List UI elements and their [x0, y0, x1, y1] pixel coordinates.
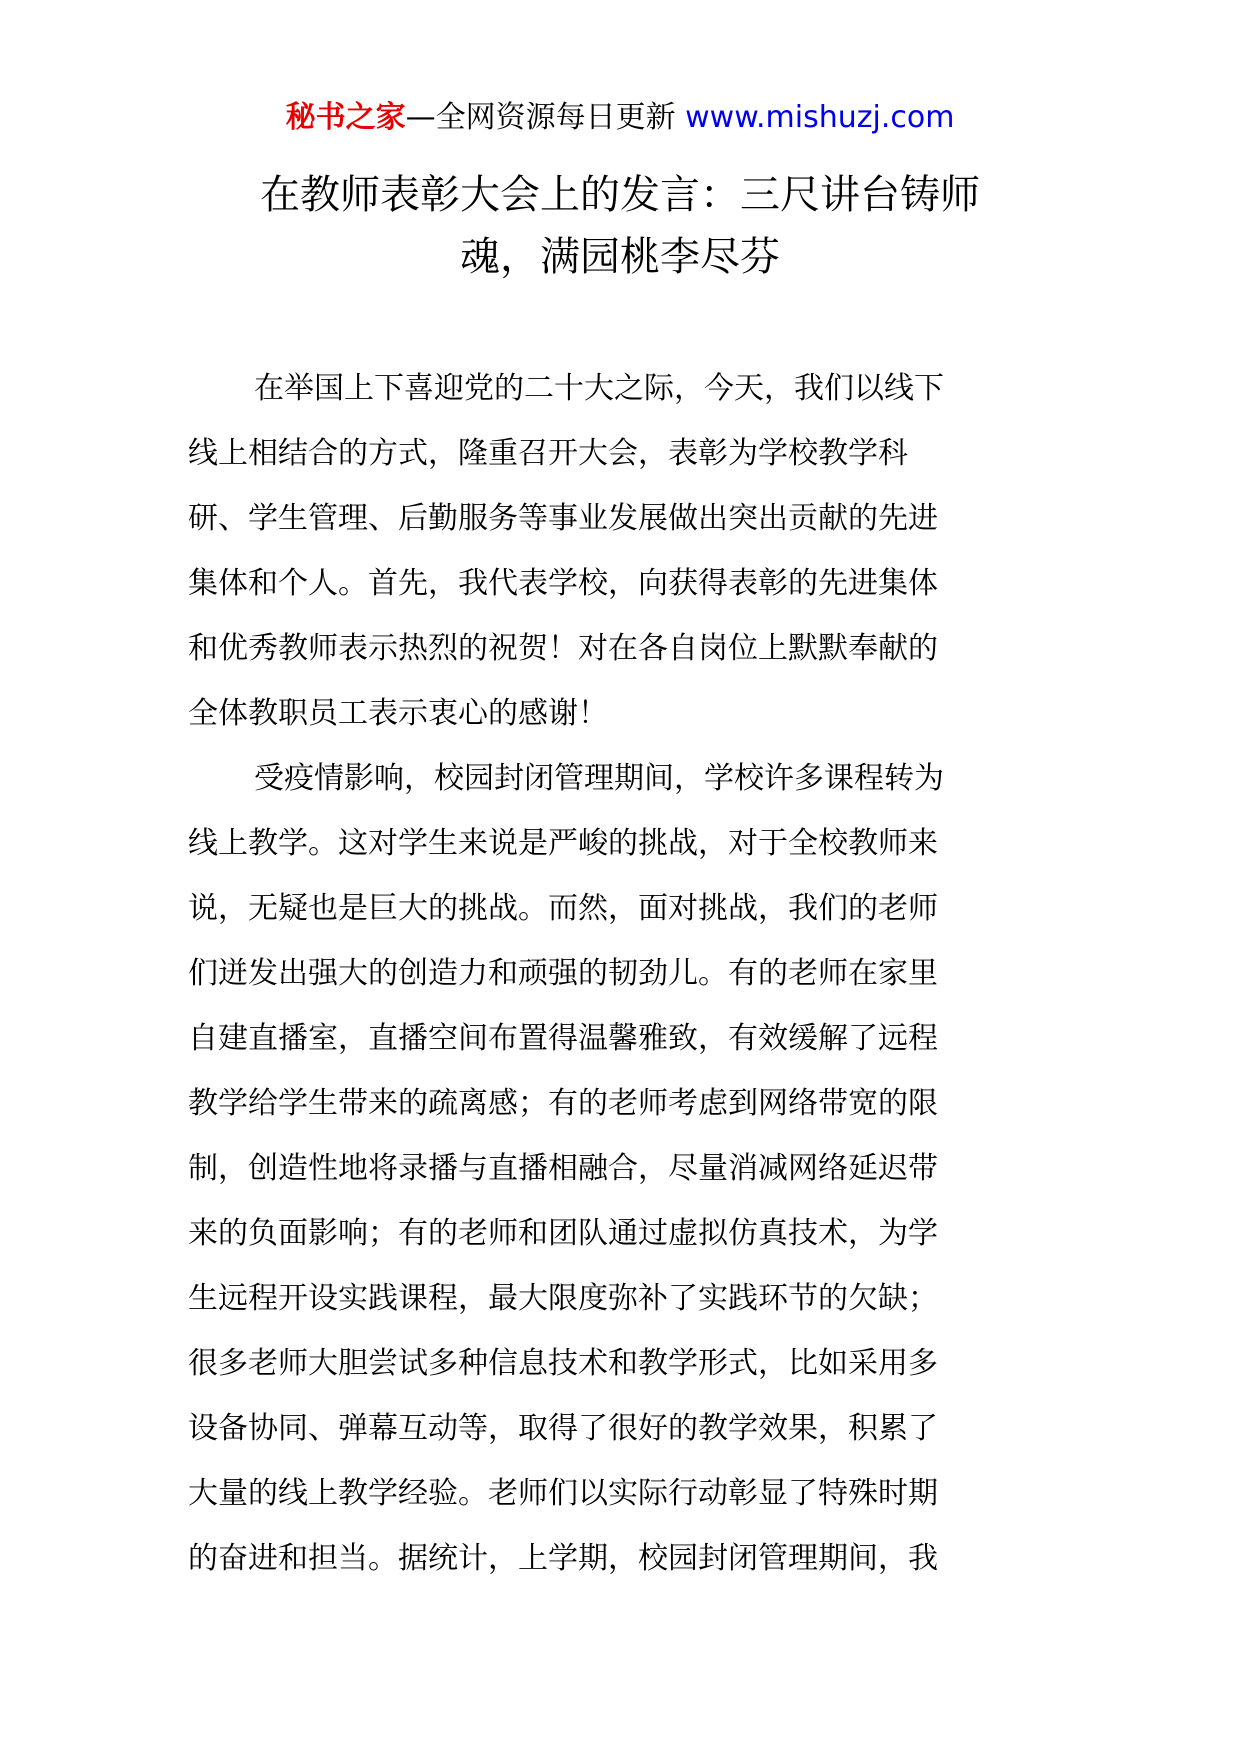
body-paragraph-1 [188, 356, 1058, 746]
paragraph-line: 自建直播室，直播空间布置得温馨雅致，有效缓解了远程 [188, 1021, 938, 1056]
paragraph-line: 线上教学。这对学生来说是严峻的挑战，对于全校教师来 [188, 826, 938, 861]
paragraph-line: 们迸发出强大的创造力和顽强的韧劲儿。有的老师在家里 [188, 956, 938, 991]
paragraph-line: 线上相结合的方式，隆重召开大会，表彰为学校教学科 [188, 436, 908, 471]
document-title-line-1: 在教师表彰大会上的发言：三尺讲台铸师 [260, 172, 980, 218]
paragraph-line: 教学给学生带来的疏离感；有的老师考虑到网络带宽的限 [188, 1086, 938, 1121]
paragraph-line: 和优秀教师表示热烈的祝贺！对在各自岗位上默默奉献的 [188, 631, 938, 666]
paragraph-line: 的奋进和担当。据统计，上学期，校园封闭管理期间，我 [188, 1541, 938, 1576]
paragraph-line: 设备协同、弹幕互动等，取得了很好的教学效果，积累了 [188, 1411, 938, 1446]
site-url-link[interactable]: www.mishuzj.com [685, 100, 955, 135]
paragraph-line: 全体教职员工表示衷心的感谢！ [188, 696, 608, 731]
site-brand: 秘书之家 [285, 100, 406, 135]
paragraph-line: 生远程开设实践课程，最大限度弥补了实践环节的欠缺； [188, 1281, 938, 1316]
site-tagline: —全网资源每日更新 [405, 100, 686, 135]
paragraph-line: 说，无疑也是巨大的挑战。而然，面对挑战，我们的老师 [188, 891, 938, 926]
site-header [0, 98, 1240, 138]
paragraph-line: 在举国上下喜迎党的二十大之际，今天，我们以线下 [254, 371, 944, 406]
paragraph-line: 受疫情影响，校园封闭管理期间，学校许多课程转为 [254, 761, 944, 796]
paragraph-line: 很多老师大胆尝试多种信息技术和教学形式，比如采用多 [188, 1346, 938, 1381]
body-paragraph-2 [188, 746, 1058, 1591]
paragraph-line: 大量的线上教学经验。老师们以实际行动彰显了特殊时期 [188, 1476, 938, 1511]
paragraph-line: 来的负面影响；有的老师和团队通过虚拟仿真技术，为学 [188, 1216, 938, 1251]
document-title-line-2: 魂，满园桃李尽芬 [460, 234, 780, 280]
paragraph-line: 研、学生管理、后勤服务等事业发展做出突出贡献的先进 [188, 501, 938, 536]
document-title [180, 164, 1060, 288]
paragraph-line: 制，创造性地将录播与直播相融合，尽量消减网络延迟带 [188, 1151, 938, 1186]
paragraph-line: 集体和个人。首先，我代表学校，向获得表彰的先进集体 [188, 566, 938, 601]
document-body [188, 356, 1058, 1591]
